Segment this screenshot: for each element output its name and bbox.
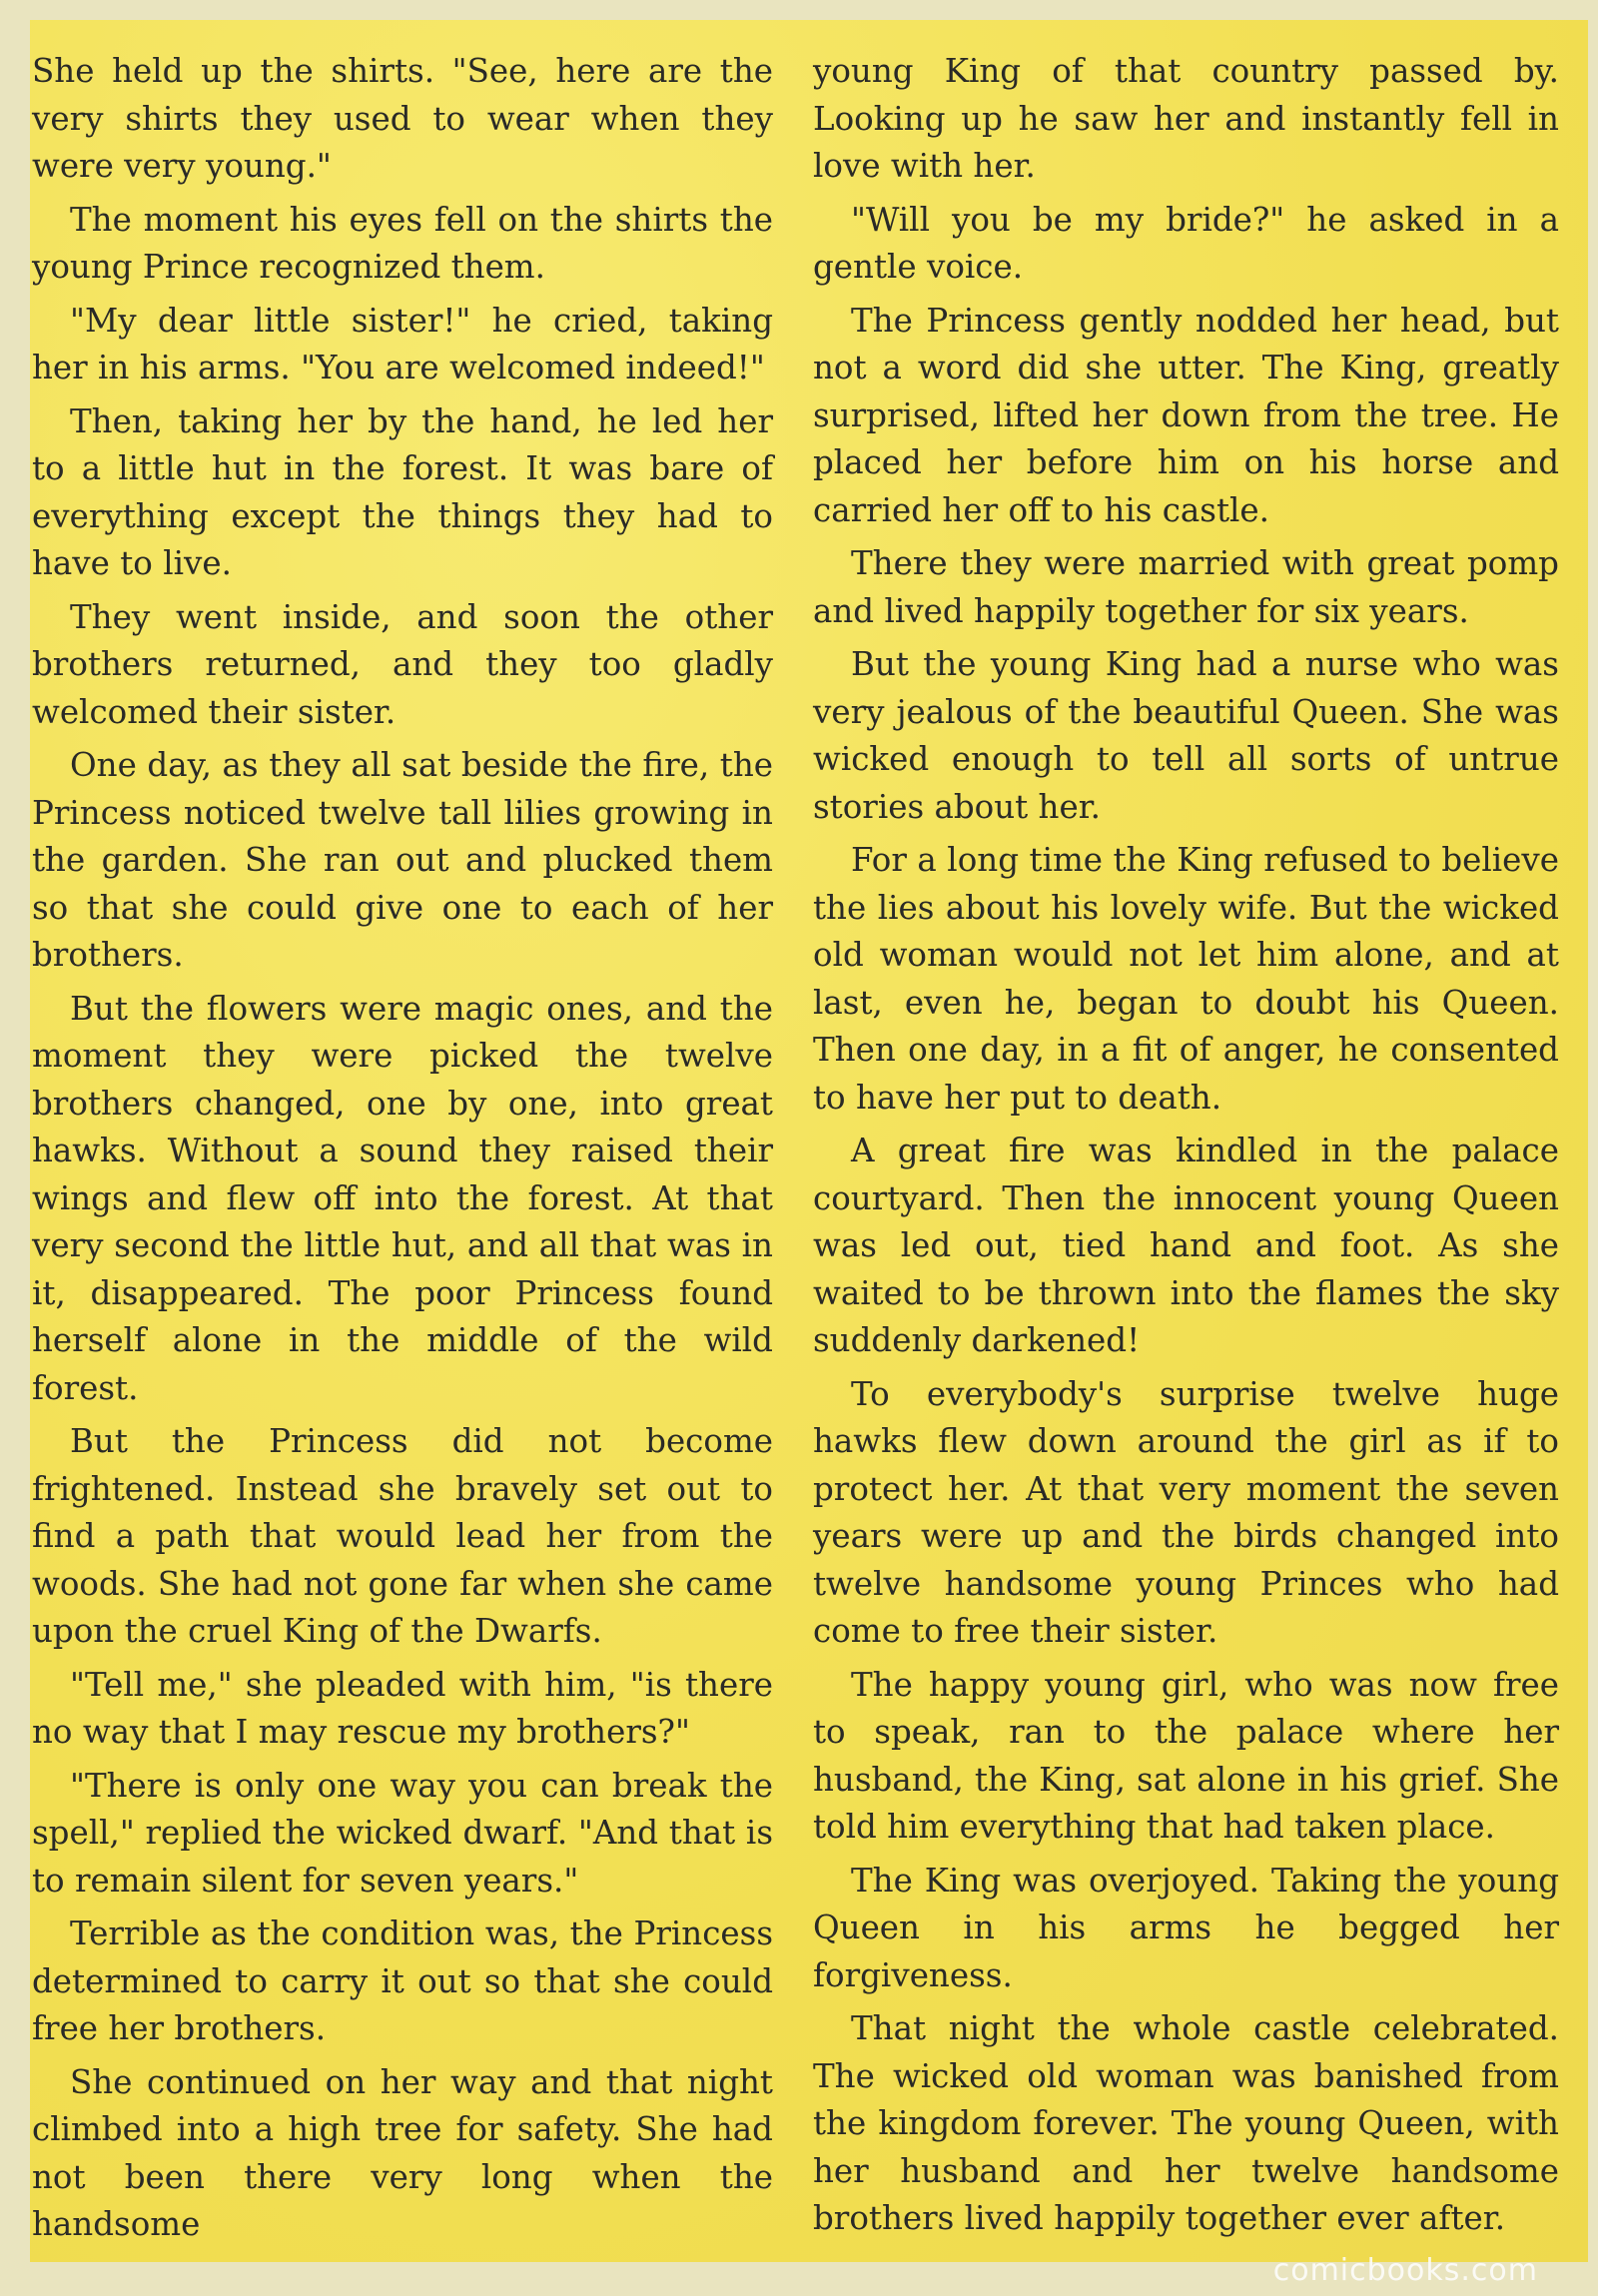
site-watermark: comicbooks.com (1272, 2253, 1538, 2288)
paragraph: She held up the shirts. "See, here are the very shirts they used to wear when they were very young." (32, 52, 773, 185)
paragraph: But the young King had a nurse who was very jealous of the beautiful Queen. She was wicked enough to tell all sorts of untrue stories about her. (813, 645, 1559, 826)
paragraph: A great fire was kindled in the palace courtyard. Then the innocent young Queen was led out, tied hand and foot. As she waited to be thrown into the flames the sky suddenly darkened! (813, 1132, 1559, 1359)
paragraph: She continued on her way and that night climbed into a high tree for safety. She had not been there very long when the handsome (32, 2062, 773, 2243)
left-text-column (32, 48, 773, 2243)
paragraph: "Will you be my bride?" he asked in a gentle voice. (813, 200, 1559, 286)
paragraph: "There is only one way you can break the spell," replied the wicked dwarf. "And that is to remain silent for seven years." (32, 1766, 773, 1900)
paragraph: "My dear little sister!" he cried, taking her in his arms. "You are welcomed indeed!" (32, 301, 773, 386)
paragraph: To everybody's surprise twelve huge hawks flew down around the girl as if to protect her. At that very moment the seven years were up and the birds changed into twelve handsome young Princes who had come to free their sister. (813, 1374, 1559, 1650)
paragraph: The happy young girl, who was now free to speak, ran to the palace where her husband, the King, sat alone in his grief. She told him everything that had taken place. (813, 1665, 1559, 1846)
paragraph: But the flowers were magic ones, and the moment they were picked the twelve brothers changed, one by one, into great hawks. Without a sound they raised their wings and flew off into the forest. At that very second the little hut, and all that was in it, disappeared. The poor Princess found herself alone in the middle of the wild forest. (32, 989, 773, 1407)
paragraph: The moment his eyes fell on the shirts the young Prince recognized them. (32, 200, 773, 286)
paragraph: One day, as they all sat beside the fire, the Princess noticed twelve tall lilies growing in the garden. She ran out and plucked them so that she could give one to each of her brothers. (32, 746, 773, 974)
paragraph: Then, taking her by the hand, he led her to a little hut in the forest. It was bare of everything except the things they had to have to live. (32, 401, 773, 582)
paragraph: They went inside, and soon the other brothers returned, and they too gladly welcomed their sister. (32, 597, 773, 731)
paragraph: There they were married with great pomp and lived happily together for six years. (813, 544, 1559, 630)
paragraph: The Princess gently nodded her head, but not a word did she utter. The King, greatly surprised, lifted her down from the tree. He placed her before him on his horse and carried her off to his castle. (813, 301, 1559, 529)
paragraph: "Tell me," she pleaded with him, "is there no way that I may rescue my brothers?" (32, 1665, 773, 1751)
paragraph: But the Princess did not become frightened. Instead she bravely set out to find a path that would lead her from the woods. She had not gone far when she came upon the cruel King of the Dwarfs. (32, 1422, 773, 1650)
right-text-column (813, 48, 1559, 2238)
paragraph: young King of that country passed by. Looking up he saw her and instantly fell in love with her. (813, 52, 1559, 185)
paragraph: That night the whole castle celebrated. The wicked old woman was banished from the kingdom forever. The young Queen, with her husband and her twelve handsome brothers lived happily together ever after. (813, 2009, 1559, 2237)
story-page (30, 20, 1588, 2262)
paragraph: For a long time the King refused to believe the lies about his lovely wife. But the wicked old woman would not let him alone, and at last, even he, began to doubt his Queen. Then one day, in a fit of anger, he consented to have her put to death. (813, 841, 1559, 1117)
paragraph: Terrible as the condition was, the Princess determined to carry it out so that she could free her brothers. (32, 1914, 773, 2047)
paragraph: The King was overjoyed. Taking the young Queen in his arms he begged her forgiveness. (813, 1861, 1559, 1994)
